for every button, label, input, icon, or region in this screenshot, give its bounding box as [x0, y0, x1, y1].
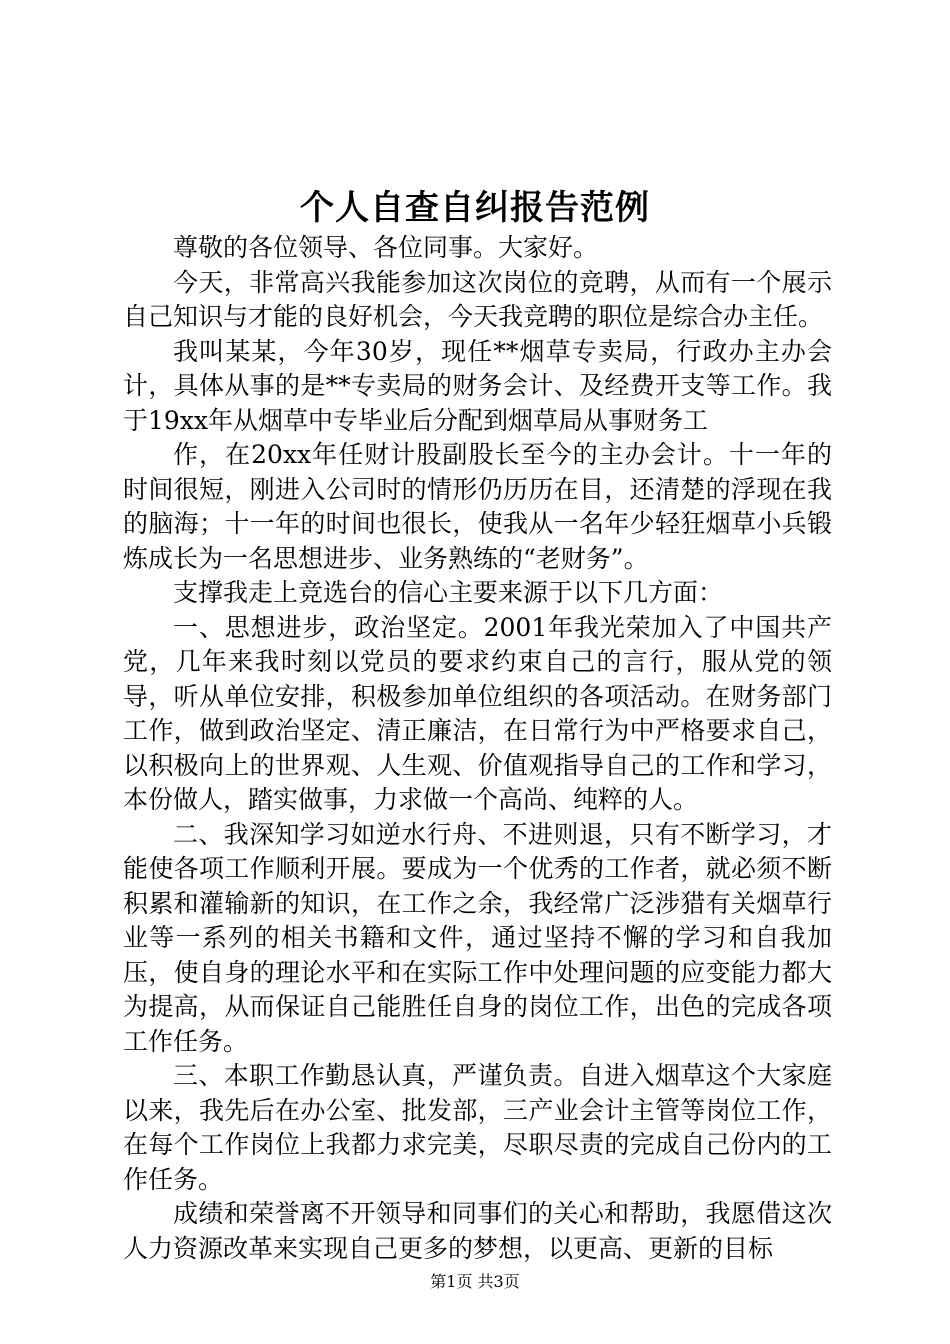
- page-number-footer: 第1页 共3页: [430, 1272, 520, 1291]
- paragraph-self-intro: 我叫某某，今年30岁，现任**烟草专卖局，行政办主办会计，具体从事的是**专卖局的财务会计、及经费开支等工作。我于19xx年从烟草中专毕业后分配到烟草局从事财务工: [123, 336, 832, 435]
- paragraph-point-one: 一、思想进步，政治坚定。2001年我光荣加入了中国共产党，几年来我时刻以党员的要求约束自己的言行，服从党的领导，听从单位安排，积极参加单位组织的各项活动。在财务部门工作，做到政治坚定、清正廉洁，在日常行为中严格要求自己，以积极向上的世界观、人生观、价值观指导自己的工作和学习，本份做人，踏实做事，力求做一个高尚、纯粹的人。: [123, 612, 832, 814]
- paragraph-point-two: 二、我深知学习如逆水行舟、不进则退，只有不断学习，才能使各项工作顺利开展。要成为一个优秀的工作者，就必须不断积累和灌输新的知识，在工作之余，我经常广泛涉猎有关烟草行业等一系列的相关书籍和文件，通过坚持不懈的学习和自我加压，使自身的理论水平和在实际工作中处理问题的应变能力都大为提高，从而保证自己能胜任自身的岗位工作，出色的完成各项工作任务。: [123, 819, 832, 1056]
- paragraph-closing: 成绩和荣誉离不开领导和同事们的关心和帮助，我愿借这次人力资源改革来实现自己更多的梦想，以更高、更新的目标: [123, 1199, 832, 1263]
- document-body: [123, 231, 832, 1266]
- paragraph-introduction: 今天，非常高兴我能参加这次岗位的竞聘，从而有一个展示自己知识与才能的良好机会，今天我竞聘的职位是综合办主任。: [123, 267, 832, 331]
- paragraph-greeting: 尊敬的各位领导、各位同事。大家好。: [173, 233, 599, 262]
- document-title: 个人自查自纠报告范例: [300, 188, 650, 228]
- paragraph-work-history: 作，在20xx年任财计股副股长至今的主办会计。十一年的时间很短，刚进入公司时的情形仍历历在目，还清楚的浮现在我的脑海；十一年的时间也很长，使我从一名年少轻狂烟草小兵锻炼成长为一名思想进步、业务熟练的“老财务”。: [123, 440, 832, 573]
- paragraph-confidence-sources: 支撑我走上竞选台的信心主要来源于以下几方面：: [173, 578, 724, 607]
- paragraph-point-three: 三、本职工作勤恳认真，严谨负责。自进入烟草这个大家庭以来，我先后在办公室、批发部，三产业会计主管等岗位工作，在每个工作岗位上我都力求完美，尽职尽责的完成自己份内的工作任务。: [123, 1061, 832, 1194]
